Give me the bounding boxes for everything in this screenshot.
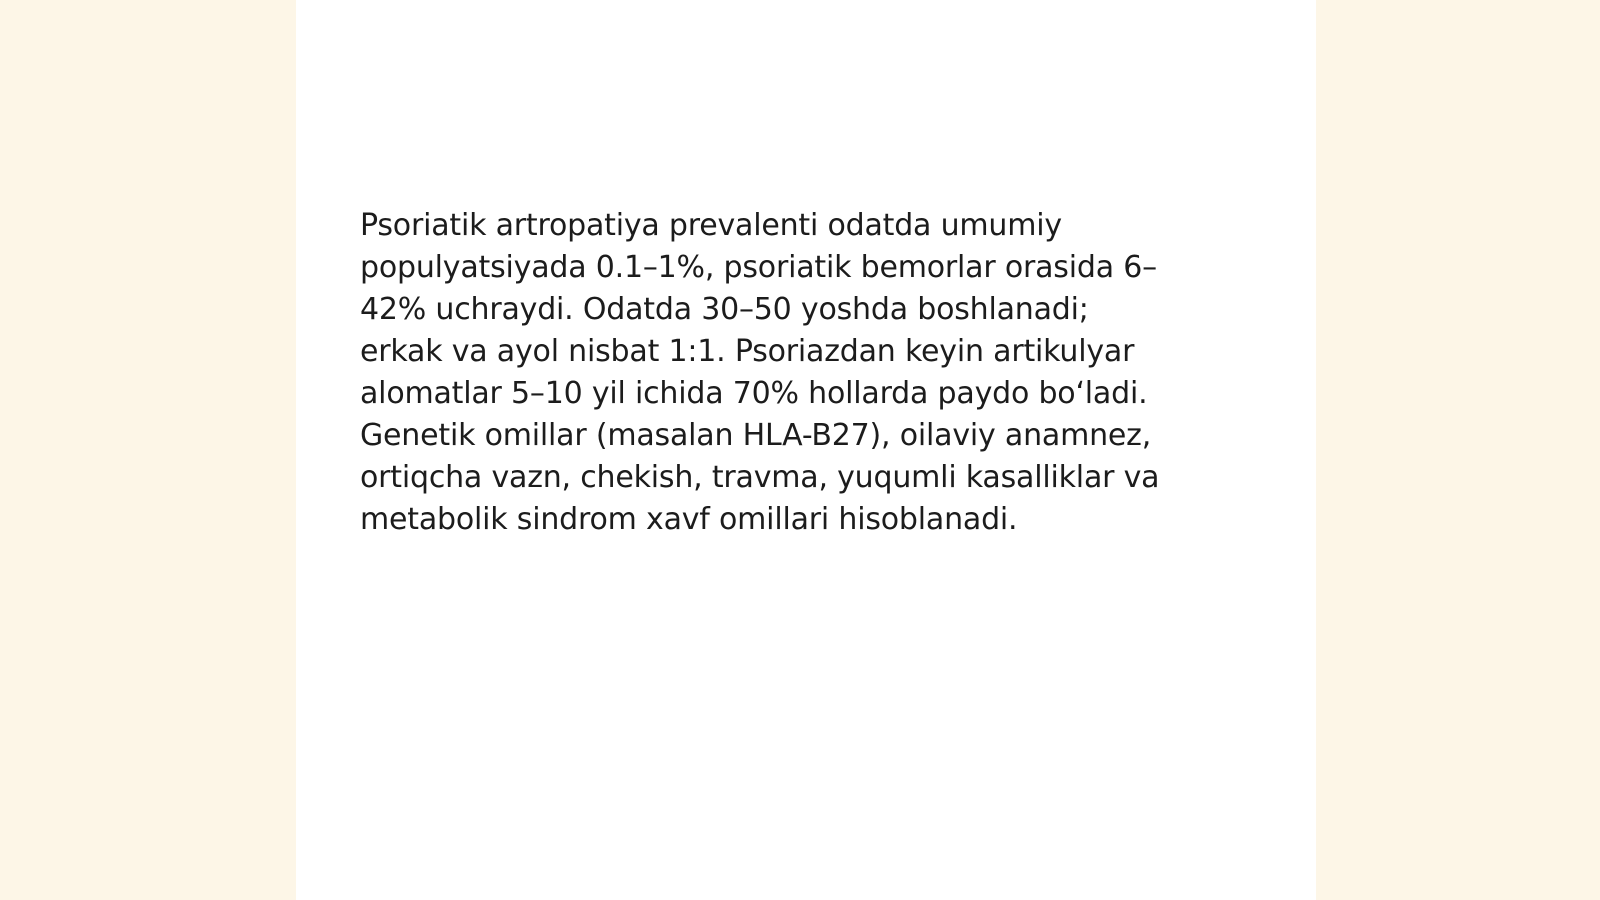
paragraph-line: populyatsiyada 0.1–1%, psoriatik bemorlar orasida 6– — [360, 250, 1157, 285]
paragraph-line: erkak va ayol nisbat 1:1. Psoriazdan keyin artikulyar — [360, 334, 1135, 369]
body-paragraph — [360, 205, 1240, 541]
paragraph-line: Genetik omillar (masalan HLA-B27), oilaviy anamnez, — [360, 418, 1152, 453]
paragraph-line: 42% uchraydi. Odatda 30–50 yoshda boshlanadi; — [360, 292, 1089, 327]
paragraph-line: ortiqcha vazn, chekish, travma, yuqumli kasalliklar va — [360, 460, 1160, 495]
paragraph-line: Psoriatik artropatiya prevalenti odatda umumiy — [360, 208, 1062, 243]
paragraph-line: alomatlar 5–10 yil ichida 70% hollarda paydo boʻladi. — [360, 376, 1148, 411]
slide-page — [296, 0, 1316, 900]
paragraph-line: metabolik sindrom xavf omillari hisoblanadi. — [360, 502, 1018, 537]
